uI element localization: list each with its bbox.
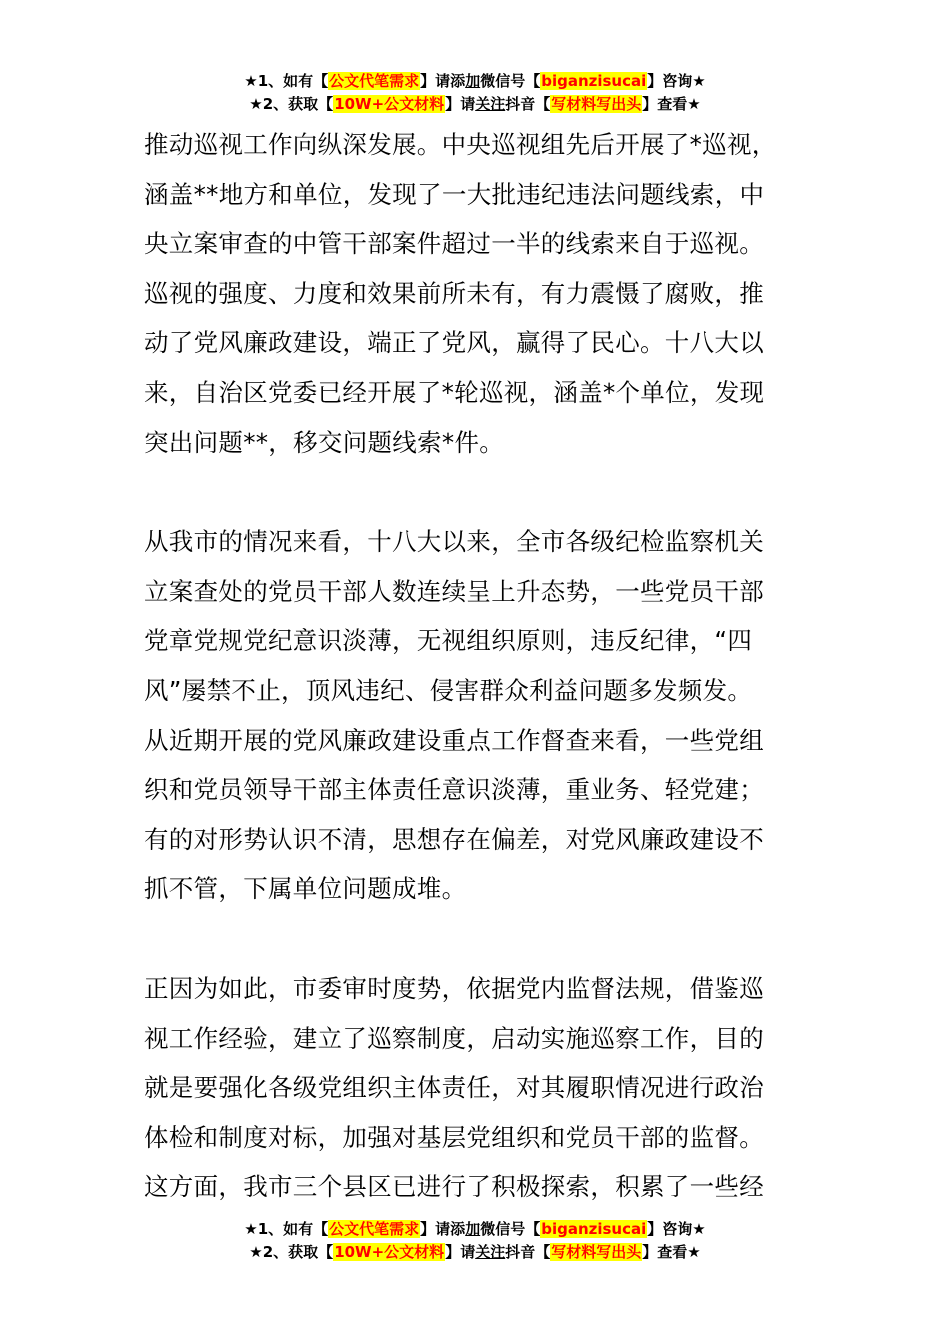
text-line: 涵盖**地方和单位，发现了一大批违纪违法问题线索，中 xyxy=(144,179,765,209)
promo-line-1 xyxy=(0,1218,950,1241)
promo-highlight: 公文代笔需求 xyxy=(329,72,420,90)
text-line: 突出问题**，移交问题线索*件。 xyxy=(144,427,505,457)
text-line: 立案查处的党员干部人数连续呈上升态势，一些党员干部 xyxy=(144,576,764,606)
text-line: 来，自治区党委已经开展了*轮巡视，涵盖*个单位，发现 xyxy=(144,377,765,407)
wechat-id-highlight: biganzisucai xyxy=(541,1220,647,1238)
promo-highlight: 公文代笔需求 xyxy=(329,1220,420,1238)
text-line: 从近期开展的党风廉政建设重点工作督查来看，一些党组 xyxy=(144,725,764,755)
paragraph-spacer xyxy=(144,467,808,517)
paragraph-spacer xyxy=(144,914,808,964)
document-body xyxy=(144,120,808,1212)
promo-underlined-text: 关注 xyxy=(475,1243,506,1261)
text-line: 动了党风廉政建设，端正了党风，赢得了民心。十八大以 xyxy=(144,328,764,358)
promo-text: 】查看★ xyxy=(642,1243,701,1261)
promo-text: 抖音【 xyxy=(505,1243,551,1261)
douyin-id-highlight: 写材料写出头 xyxy=(551,1243,642,1261)
text-line: 织和党员领导干部主体责任意识淡薄，重业务、轻党建； xyxy=(144,775,764,805)
promo-text: 】请 xyxy=(445,95,476,113)
promo-highlight: 10W+公文材料 xyxy=(334,1243,445,1261)
promo-text: 】咨询★ xyxy=(647,1220,706,1238)
promo-text: 】查看★ xyxy=(642,95,701,113)
promo-line-2 xyxy=(0,1241,950,1264)
promo-text: 】请 xyxy=(445,1243,476,1261)
text-line: 央立案审查的中管干部案件超过一半的线索来自于巡视。 xyxy=(144,229,764,259)
promo-text: 】请添 xyxy=(420,72,466,90)
promo-underlined-text: 关注 xyxy=(475,95,506,113)
promo-text: ★1、如有【 xyxy=(244,72,329,90)
promo-line-2 xyxy=(0,93,950,116)
text-line: 有的对形势认识不清，思想存在偏差，对党风廉政建设不 xyxy=(144,824,764,854)
promo-text: 微信号【 xyxy=(480,1220,541,1238)
promo-text: 微信号【 xyxy=(480,72,541,90)
wechat-id-highlight: biganzisucai xyxy=(541,72,647,90)
douyin-id-highlight: 写材料写出头 xyxy=(551,95,642,113)
promo-text: ★1、如有【 xyxy=(244,1220,329,1238)
promo-text: ★2、获取【 xyxy=(249,1243,334,1261)
promo-text: ★2、获取【 xyxy=(249,95,334,113)
text-line: 就是要强化各级党组织主体责任，对其履职情况进行政治 xyxy=(144,1073,764,1103)
text-line: 视工作经验，建立了巡察制度，启动实施巡察工作，目的 xyxy=(144,1023,764,1053)
promo-underlined-text: 加 xyxy=(465,72,481,90)
text-line: 从我市的情况来看，十八大以来，全市各级纪检监察机关 xyxy=(144,527,764,557)
paragraph-3 xyxy=(144,964,808,1212)
promo-banner-bottom xyxy=(0,1218,950,1264)
promo-text: 】咨询★ xyxy=(647,72,706,90)
promo-underlined-text: 加 xyxy=(465,1220,481,1238)
text-line: 正因为如此，市委审时度势，依据党内监督法规，借鉴巡 xyxy=(144,973,764,1003)
text-line: 党章党规党纪意识淡薄，无视组织原则，违反纪律，“四 xyxy=(144,626,753,656)
paragraph-2 xyxy=(144,517,808,914)
text-line: 这方面，我市三个县区已进行了积极探索，积累了一些经 xyxy=(144,1172,764,1202)
text-line: 抓不管，下属单位问题成堆。 xyxy=(144,874,467,904)
text-line: 推动巡视工作向纵深发展。中央巡视组先后开展了*巡视， xyxy=(144,130,777,159)
promo-banner-top xyxy=(0,70,950,116)
promo-highlight: 10W+公文材料 xyxy=(334,95,445,113)
text-line: 巡视的强度、力度和效果前所未有，有力震慑了腐败，推 xyxy=(144,278,764,308)
promo-text: 】请添 xyxy=(420,1220,466,1238)
promo-line-1 xyxy=(0,70,950,93)
promo-text: 抖音【 xyxy=(505,95,551,113)
text-line: 风”屡禁不止，顶风违纪、侵害群众利益问题多发频发。 xyxy=(144,675,753,705)
text-line: 体检和制度对标，加强对基层党组织和党员干部的监督。 xyxy=(144,1122,764,1152)
paragraph-1 xyxy=(144,120,808,467)
